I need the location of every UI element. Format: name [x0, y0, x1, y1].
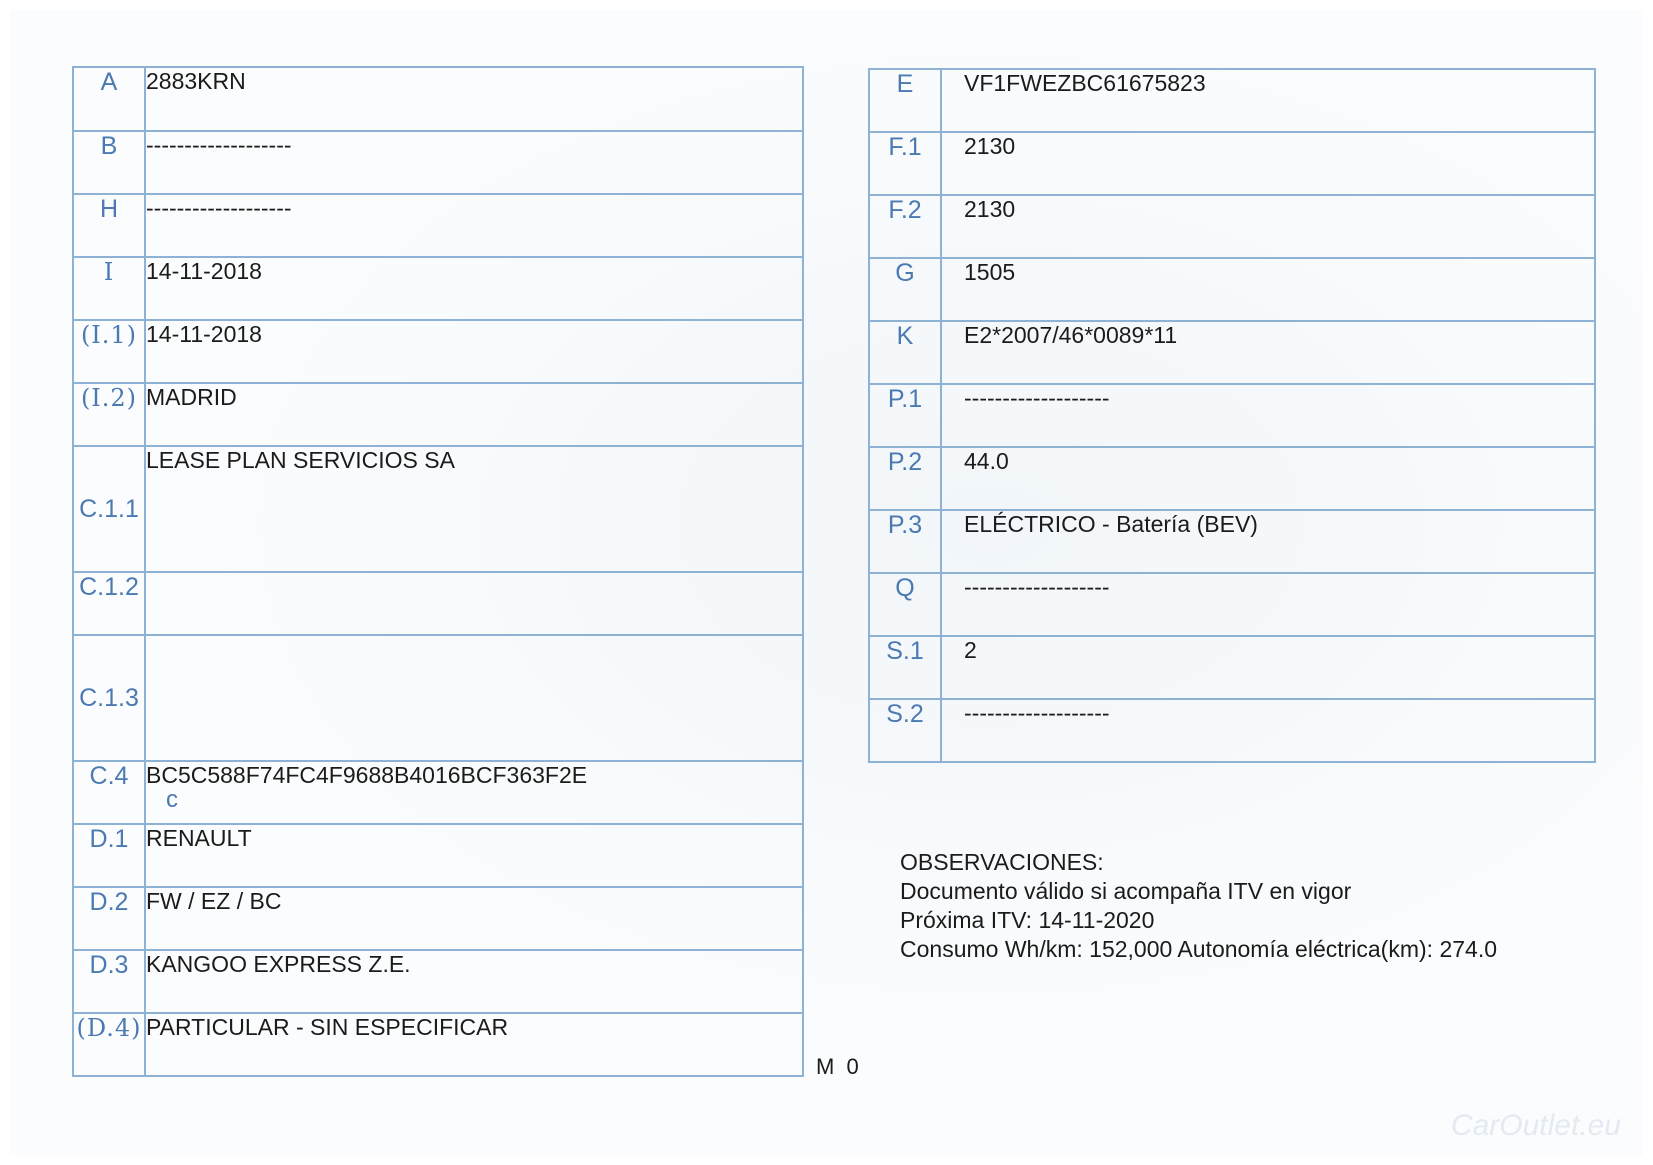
observaciones-line: Próxima ITV: 14-11-2020 — [900, 907, 1155, 933]
field-value: 44.0 — [941, 447, 1595, 510]
field-row-c13 — [73, 635, 803, 761]
field-code: Q — [869, 573, 941, 636]
field-row-p1 — [869, 384, 1595, 447]
field-value — [145, 572, 803, 635]
field-row-d3 — [73, 950, 803, 1013]
field-row-f1 — [869, 132, 1595, 195]
field-value: RENAULT — [145, 824, 803, 887]
field-value: ------------------- — [145, 194, 803, 257]
field-value: ------------------- — [941, 573, 1595, 636]
field-row-d2 — [73, 887, 803, 950]
field-value: 2 — [941, 636, 1595, 699]
field-value: ------------------- — [941, 699, 1595, 762]
field-code: K — [869, 321, 941, 384]
field-code: C.1.3 — [73, 635, 145, 761]
field-code: G — [869, 258, 941, 321]
field-code: C.1.1 — [73, 446, 145, 572]
field-code: P.1 — [869, 384, 941, 447]
field-value: 2130 — [941, 195, 1595, 258]
field-code: F.2 — [869, 195, 941, 258]
field-row-i1 — [73, 320, 803, 383]
field-row-i — [73, 257, 803, 320]
field-row-i2 — [73, 383, 803, 446]
observaciones-line: Consumo Wh/km: 152,000 Autonomía eléctrica(km): 274.0 — [900, 936, 1498, 962]
field-value: ------------------- — [941, 384, 1595, 447]
field-code: (I.2) — [73, 383, 145, 446]
field-value: 2883KRN — [145, 67, 803, 131]
field-code: C.1.2 — [73, 572, 145, 635]
field-row-c11 — [73, 446, 803, 572]
field-code: S.2 — [869, 699, 941, 762]
field-row-k — [869, 321, 1595, 384]
field-value: ------------------- — [145, 131, 803, 194]
field-code: H — [73, 194, 145, 257]
field-code: C.4 — [73, 761, 145, 824]
field-code: D.1 — [73, 824, 145, 887]
field-code: S.1 — [869, 636, 941, 699]
observaciones-block — [900, 848, 1497, 964]
field-value — [145, 635, 803, 761]
field-code: D.2 — [73, 887, 145, 950]
field-value: LEASE PLAN SERVICIOS SA — [145, 446, 803, 572]
field-value: 1505 — [941, 258, 1595, 321]
field-value: ELÉCTRICO - Batería (BEV) — [941, 510, 1595, 573]
field-row-s1 — [869, 636, 1595, 699]
field-value: 14-11-2018 — [145, 257, 803, 320]
field-value: E2*2007/46*0089*11 — [941, 321, 1595, 384]
field-value: VF1FWEZBC61675823 — [941, 69, 1595, 132]
observaciones-line: Documento válido si acompaña ITV en vigor — [900, 878, 1352, 904]
field-code: A — [73, 67, 145, 131]
field-code: E — [869, 69, 941, 132]
right-field-table — [868, 68, 1596, 763]
field-row-p2 — [869, 447, 1595, 510]
field-code: P.2 — [869, 447, 941, 510]
m0-mark: M 0 — [816, 1054, 862, 1079]
field-value: 2130 — [941, 132, 1595, 195]
left-field-table — [72, 66, 804, 1077]
field-row-c4 — [73, 761, 803, 824]
document-sheet — [10, 10, 1643, 1155]
field-code: D.3 — [73, 950, 145, 1013]
field-value: 14-11-2018 — [145, 320, 803, 383]
watermark-logo: CarOutlet.eu — [1450, 1109, 1621, 1142]
field-row-f2 — [869, 195, 1595, 258]
field-row-c12 — [73, 572, 803, 635]
field-row-b — [73, 131, 803, 194]
field-value: MADRID — [145, 383, 803, 446]
field-code: F.1 — [869, 132, 941, 195]
field-row-s2 — [869, 699, 1595, 762]
field-code: I — [73, 257, 145, 320]
field-value: PARTICULAR - SIN ESPECIFICAR — [145, 1013, 803, 1076]
field-value: KANGOO EXPRESS Z.E. — [145, 950, 803, 1013]
field-value-text: BC5C588F74FC4F9688B4016BCF363F2E — [146, 762, 588, 788]
field-row-d4 — [73, 1013, 803, 1076]
field-code: B — [73, 131, 145, 194]
field-code: P.3 — [869, 510, 941, 573]
observaciones-title: OBSERVACIONES: — [900, 849, 1104, 875]
field-row-a — [73, 67, 803, 131]
field-row-q — [869, 573, 1595, 636]
field-row-h — [73, 194, 803, 257]
field-row-p3 — [869, 510, 1595, 573]
field-value: FW / EZ / BC — [145, 887, 803, 950]
field-subcode: c — [166, 786, 178, 813]
field-row-g — [869, 258, 1595, 321]
field-code: (D.4) — [73, 1013, 145, 1076]
field-value — [145, 761, 803, 824]
field-row-e — [869, 69, 1595, 132]
field-row-d1 — [73, 824, 803, 887]
field-code: (I.1) — [73, 320, 145, 383]
